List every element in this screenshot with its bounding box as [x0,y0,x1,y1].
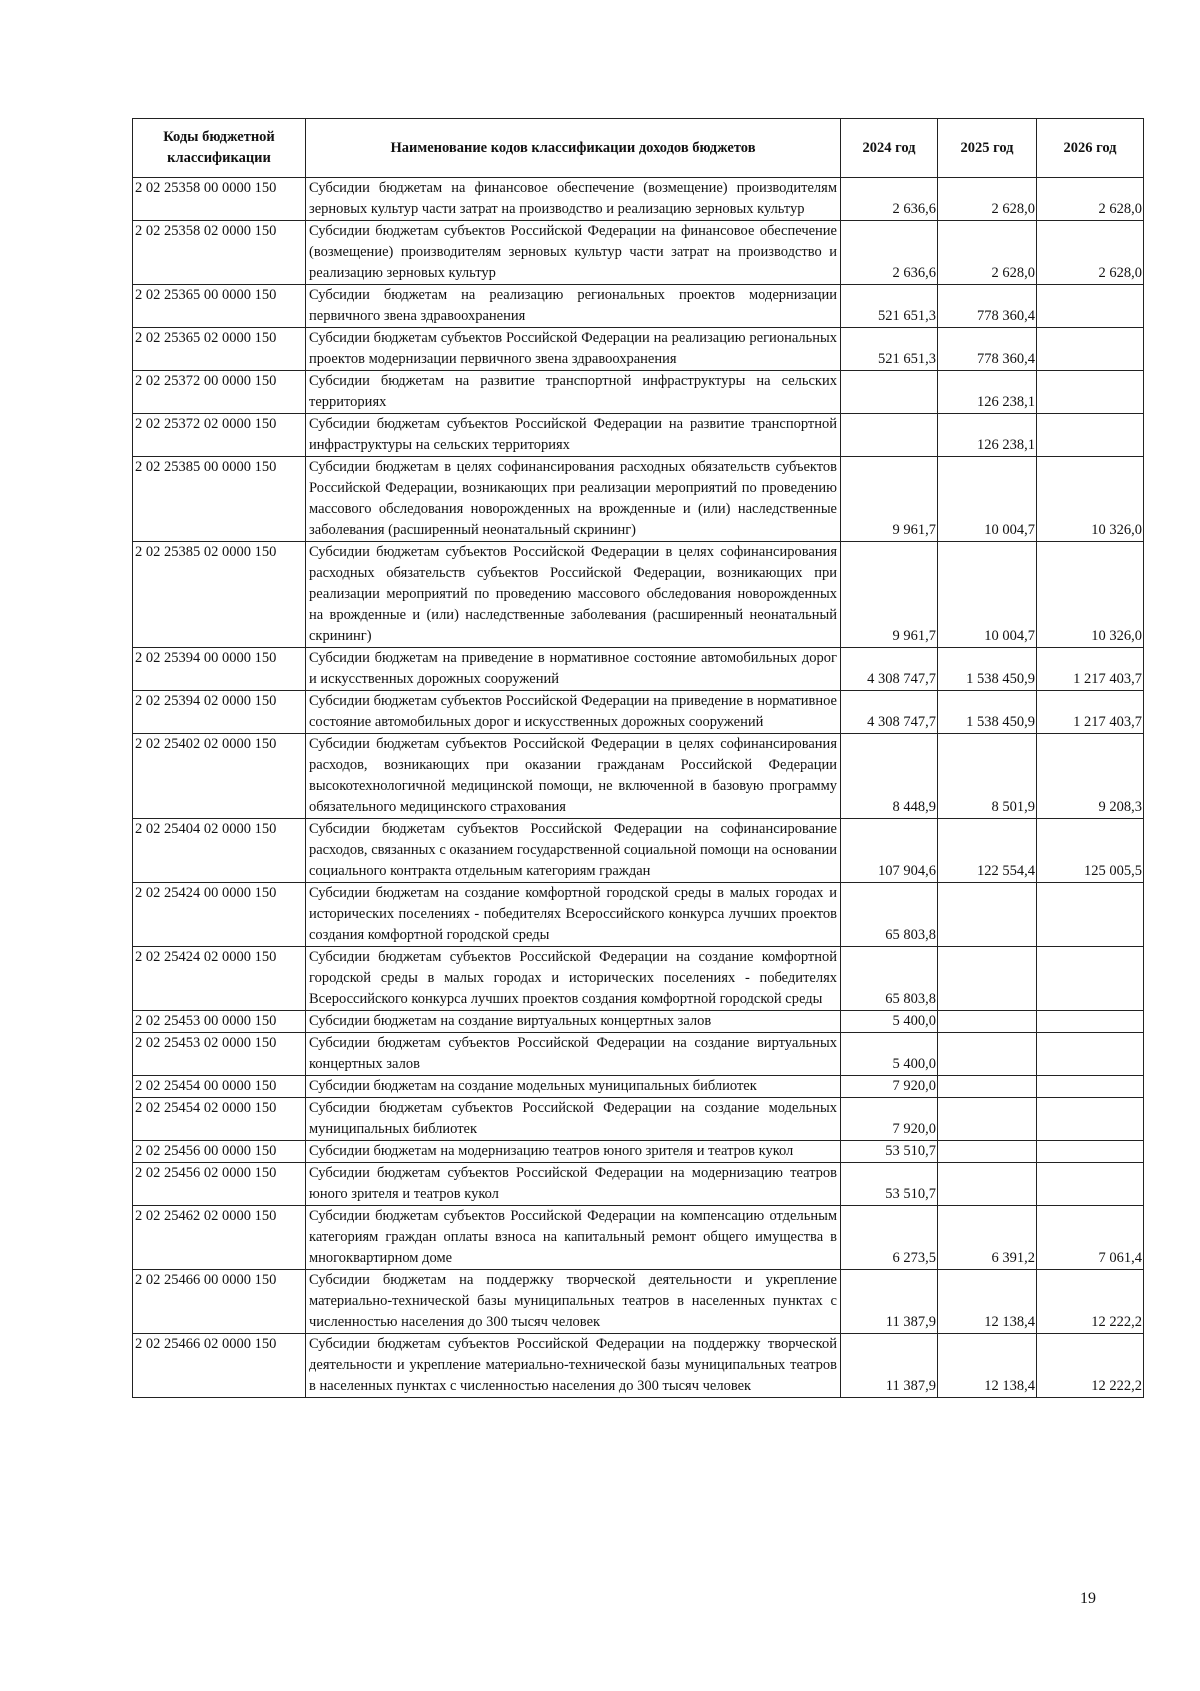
value-2025-cell: 1 538 450,9 [938,648,1037,691]
code-cell: 2 02 25456 00 0000 150 [133,1141,306,1163]
table-row [133,371,1144,414]
value-2024-cell: 53 510,7 [841,1141,938,1163]
code-cell: 2 02 25466 02 0000 150 [133,1334,306,1398]
name-cell: Субсидии бюджетам на создание виртуальных концертных залов [306,1011,841,1033]
table-row [133,1011,1144,1033]
name-cell: Субсидии бюджетам субъектов Российской Федерации на приведение в нормативное состояние автомобильных дорог и искусственных дорожных сооружений [306,691,841,734]
name-cell: Субсидии бюджетам на приведение в нормативное состояние автомобильных дорог и искусственных дорожных сооружений [306,648,841,691]
header-name: Наименование кодов классификации доходов бюджетов [306,119,841,178]
value-2025-cell [938,947,1037,1011]
value-2025-cell: 2 628,0 [938,221,1037,285]
table-row [133,1206,1144,1270]
header-2026: 2026 год [1037,119,1144,178]
value-2024-cell: 11 387,9 [841,1270,938,1334]
value-2024-cell [841,371,938,414]
name-cell: Субсидии бюджетам субъектов Российской Федерации на создание виртуальных концертных залов [306,1033,841,1076]
value-2026-cell: 9 208,3 [1037,734,1144,819]
table-row [133,1033,1144,1076]
name-cell: Субсидии бюджетам на поддержку творческой деятельности и укрепление материально-технической базы муниципальных театров в населенных пунктах с численностью населения до 300 тысяч человек [306,1270,841,1334]
document-page [132,118,1143,1398]
table-row [133,178,1144,221]
name-cell: Субсидии бюджетам на создание модельных муниципальных библиотек [306,1076,841,1098]
value-2026-cell [1037,883,1144,947]
name-cell: Субсидии бюджетам субъектов Российской Федерации на создание модельных муниципальных библиотек [306,1098,841,1141]
code-cell: 2 02 25394 00 0000 150 [133,648,306,691]
budget-revenue-table [132,118,1144,1398]
name-cell: Субсидии бюджетам субъектов Российской Федерации на создание комфортной городской среды в малых городах и исторических поселениях - победителях Всероссийского конкурса лучших проектов создания комфортной городской среды [306,947,841,1011]
name-cell: Субсидии бюджетам субъектов Российской Федерации на компенсацию отдельным категориям граждан оплаты взноса на капитальный ремонт общего имущества в многоквартирном доме [306,1206,841,1270]
value-2026-cell [1037,1098,1144,1141]
value-2025-cell [938,883,1037,947]
table-row [133,1076,1144,1098]
value-2024-cell: 107 904,6 [841,819,938,883]
value-2024-cell: 7 920,0 [841,1098,938,1141]
code-cell: 2 02 25424 02 0000 150 [133,947,306,1011]
value-2024-cell: 4 308 747,7 [841,648,938,691]
name-cell: Субсидии бюджетам на реализацию региональных проектов модернизации первичного звена здравоохранения [306,285,841,328]
table-row [133,691,1144,734]
value-2025-cell: 2 628,0 [938,178,1037,221]
header-code: Коды бюджетной классификации [133,119,306,178]
value-2024-cell: 65 803,8 [841,947,938,1011]
table-row [133,328,1144,371]
code-cell: 2 02 25385 02 0000 150 [133,542,306,648]
code-cell: 2 02 25466 00 0000 150 [133,1270,306,1334]
code-cell: 2 02 25456 02 0000 150 [133,1163,306,1206]
value-2025-cell: 778 360,4 [938,328,1037,371]
code-cell: 2 02 25454 02 0000 150 [133,1098,306,1141]
table-row [133,1163,1144,1206]
value-2024-cell: 7 920,0 [841,1076,938,1098]
code-cell: 2 02 25372 00 0000 150 [133,371,306,414]
value-2024-cell: 2 636,6 [841,221,938,285]
name-cell: Субсидии бюджетам субъектов Российской Федерации на реализацию региональных проектов модернизации первичного звена здравоохранения [306,328,841,371]
code-cell: 2 02 25454 00 0000 150 [133,1076,306,1098]
name-cell: Субсидии бюджетам субъектов Российской Федерации на модернизацию театров юного зрителя и театров кукол [306,1163,841,1206]
name-cell: Субсидии бюджетам на создание комфортной городской среды в малых городах и исторических поселениях - победителях Всероссийского конкурса лучших проектов создания комфортной городской среды [306,883,841,947]
value-2026-cell [1037,1033,1144,1076]
value-2025-cell: 778 360,4 [938,285,1037,328]
table-row [133,947,1144,1011]
name-cell: Субсидии бюджетам субъектов Российской Федерации на поддержку творческой деятельности и укрепление материально-технической базы муниципальных театров в населенных пунктах с численностью населения до 300 тысяч человек [306,1334,841,1398]
value-2026-cell: 125 005,5 [1037,819,1144,883]
name-cell: Субсидии бюджетам на модернизацию театров юного зрителя и театров кукол [306,1141,841,1163]
value-2025-cell: 1 538 450,9 [938,691,1037,734]
value-2024-cell [841,414,938,457]
table-row [133,734,1144,819]
header-2024: 2024 год [841,119,938,178]
name-cell: Субсидии бюджетам в целях софинансирования расходных обязательств субъектов Российской Федерации, возникающих при реализации мероприятий по проведению массового обследования новорожденных на врожденные и (или) наследственные заболевания (расширенный неонатальный скрининг) [306,457,841,542]
value-2024-cell: 521 651,3 [841,285,938,328]
value-2024-cell: 8 448,9 [841,734,938,819]
value-2024-cell: 9 961,7 [841,542,938,648]
header-2025: 2025 год [938,119,1037,178]
table-row [133,1098,1144,1141]
code-cell: 2 02 25404 02 0000 150 [133,819,306,883]
table-row [133,285,1144,328]
table-row [133,414,1144,457]
value-2026-cell: 1 217 403,7 [1037,648,1144,691]
table-header-row [133,119,1144,178]
value-2026-cell [1037,414,1144,457]
value-2026-cell: 2 628,0 [1037,178,1144,221]
code-cell: 2 02 25453 02 0000 150 [133,1033,306,1076]
page-number: 19 [1080,1590,1096,1607]
table-row [133,648,1144,691]
value-2025-cell [938,1033,1037,1076]
code-cell: 2 02 25365 02 0000 150 [133,328,306,371]
value-2025-cell [938,1098,1037,1141]
table-row [133,1270,1144,1334]
name-cell: Субсидии бюджетам субъектов Российской Федерации на софинансирование расходов, связанных с оказанием государственной социальной помощи на основании социального контракта отдельным категориям граждан [306,819,841,883]
value-2024-cell: 6 273,5 [841,1206,938,1270]
value-2026-cell [1037,285,1144,328]
code-cell: 2 02 25358 00 0000 150 [133,178,306,221]
code-cell: 2 02 25402 02 0000 150 [133,734,306,819]
value-2026-cell: 12 222,2 [1037,1270,1144,1334]
value-2025-cell: 12 138,4 [938,1270,1037,1334]
value-2026-cell [1037,328,1144,371]
name-cell: Субсидии бюджетам субъектов Российской Федерации в целях софинансирования расходных обязательств субъектов Российской Федерации, возникающих при реализации мероприятий по проведению массового обследования новорожденных на врожденные и (или) наследственные заболевания (расширенный неонатальный скрининг) [306,542,841,648]
value-2025-cell [938,1076,1037,1098]
table-row [133,1141,1144,1163]
table-row [133,883,1144,947]
code-cell: 2 02 25462 02 0000 150 [133,1206,306,1270]
value-2025-cell: 12 138,4 [938,1334,1037,1398]
name-cell: Субсидии бюджетам на финансовое обеспечение (возмещение) производителям зерновых культур части затрат на производство и реализацию зерновых культур [306,178,841,221]
value-2024-cell: 11 387,9 [841,1334,938,1398]
table-row [133,221,1144,285]
table-row [133,457,1144,542]
table-row [133,819,1144,883]
value-2026-cell: 10 326,0 [1037,542,1144,648]
value-2025-cell: 10 004,7 [938,542,1037,648]
value-2024-cell: 2 636,6 [841,178,938,221]
value-2024-cell: 4 308 747,7 [841,691,938,734]
value-2024-cell: 53 510,7 [841,1163,938,1206]
code-cell: 2 02 25372 02 0000 150 [133,414,306,457]
value-2025-cell: 126 238,1 [938,414,1037,457]
value-2025-cell: 122 554,4 [938,819,1037,883]
value-2025-cell [938,1163,1037,1206]
code-cell: 2 02 25394 02 0000 150 [133,691,306,734]
value-2024-cell: 5 400,0 [841,1011,938,1033]
code-cell: 2 02 25385 00 0000 150 [133,457,306,542]
value-2024-cell: 9 961,7 [841,457,938,542]
value-2025-cell: 8 501,9 [938,734,1037,819]
value-2026-cell: 7 061,4 [1037,1206,1144,1270]
code-cell: 2 02 25358 02 0000 150 [133,221,306,285]
name-cell: Субсидии бюджетам субъектов Российской Федерации на развитие транспортной инфраструктуры на сельских территориях [306,414,841,457]
value-2024-cell: 521 651,3 [841,328,938,371]
value-2024-cell: 65 803,8 [841,883,938,947]
name-cell: Субсидии бюджетам на развитие транспортной инфраструктуры на сельских территориях [306,371,841,414]
value-2026-cell: 10 326,0 [1037,457,1144,542]
value-2025-cell [938,1011,1037,1033]
value-2026-cell [1037,947,1144,1011]
code-cell: 2 02 25453 00 0000 150 [133,1011,306,1033]
name-cell: Субсидии бюджетам субъектов Российской Федерации в целях софинансирования расходов, возникающих при оказании гражданам Российской Федерации высокотехнологичной медицинской помощи, не включенной в базовую программу обязательного медицинского страхования [306,734,841,819]
code-cell: 2 02 25424 00 0000 150 [133,883,306,947]
value-2025-cell: 6 391,2 [938,1206,1037,1270]
code-cell: 2 02 25365 00 0000 150 [133,285,306,328]
table-row [133,1334,1144,1398]
value-2026-cell: 2 628,0 [1037,221,1144,285]
value-2026-cell: 1 217 403,7 [1037,691,1144,734]
value-2025-cell: 126 238,1 [938,371,1037,414]
value-2026-cell [1037,371,1144,414]
value-2025-cell: 10 004,7 [938,457,1037,542]
table-body [133,178,1144,1398]
value-2025-cell [938,1141,1037,1163]
value-2026-cell [1037,1076,1144,1098]
value-2026-cell [1037,1163,1144,1206]
value-2024-cell: 5 400,0 [841,1033,938,1076]
value-2026-cell [1037,1141,1144,1163]
value-2026-cell [1037,1011,1144,1033]
name-cell: Субсидии бюджетам субъектов Российской Федерации на финансовое обеспечение (возмещение) производителям зерновых культур части затрат на производство и реализацию зерновых культур [306,221,841,285]
table-row [133,542,1144,648]
value-2026-cell: 12 222,2 [1037,1334,1144,1398]
